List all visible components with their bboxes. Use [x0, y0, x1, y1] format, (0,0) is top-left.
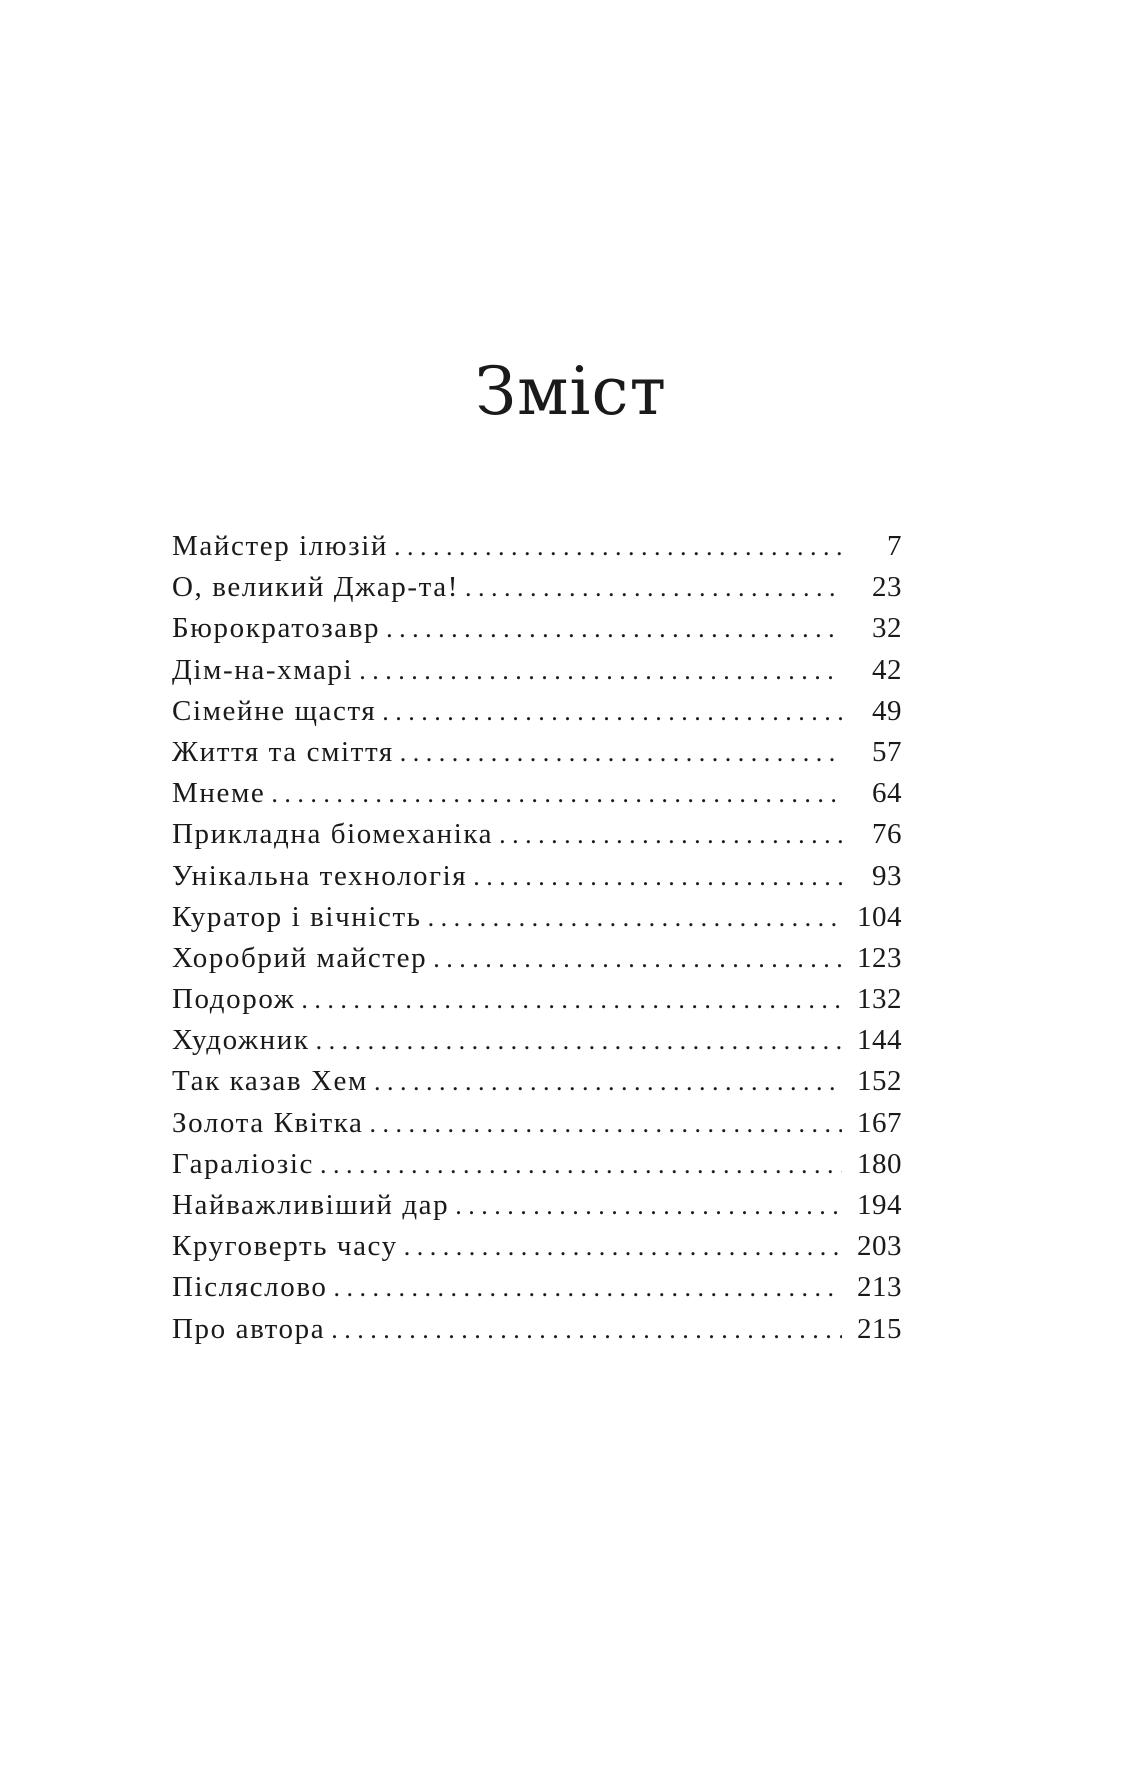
- toc-entry: [172, 1024, 902, 1065]
- toc-entry-title: О, великий Джар-та!: [172, 571, 465, 604]
- toc-entry: [172, 860, 902, 901]
- toc-entry: [172, 983, 902, 1024]
- toc-entry-page: 144: [857, 1024, 902, 1057]
- toc-entry-page: 7: [887, 530, 902, 562]
- dot-leader: [473, 862, 842, 892]
- toc-entry: [172, 1189, 902, 1230]
- toc-entry-page: 49: [872, 694, 902, 727]
- toc-entry-title: Найважливіший дар: [172, 1189, 455, 1222]
- toc-entry-page: 23: [872, 571, 902, 604]
- toc-entry: [172, 530, 902, 571]
- toc-entry-title: Унікальна технологія: [172, 860, 473, 893]
- toc-entry-title: Сімейне щастя: [172, 695, 382, 728]
- toc-entry-page: 93: [872, 859, 902, 892]
- toc-entry-title: Життя та сміття: [172, 736, 400, 769]
- toc-entry-title: Так казав Хем: [172, 1065, 374, 1098]
- dot-leader: [320, 1150, 842, 1180]
- toc-entry: [172, 695, 902, 736]
- dot-leader: [316, 1026, 842, 1056]
- toc-entry-page: 104: [857, 900, 902, 933]
- toc-entry-page: 213: [857, 1271, 902, 1304]
- toc-entry: [172, 612, 902, 653]
- toc-entry-page: 203: [857, 1230, 902, 1263]
- toc-entry-title: Післяслово: [172, 1271, 334, 1304]
- toc-entry-page: 215: [857, 1312, 902, 1345]
- toc-entry: [172, 1271, 902, 1312]
- toc-entry-page: 42: [872, 653, 902, 686]
- toc-entry: [172, 1230, 902, 1271]
- dot-leader: [400, 738, 842, 768]
- toc-entry: [172, 777, 902, 818]
- dot-leader: [404, 1232, 842, 1262]
- toc-entry-page: 194: [857, 1189, 902, 1221]
- toc-entry: [172, 942, 902, 983]
- toc-entry-title: Гараліозіс: [172, 1148, 320, 1181]
- toc-entry-title: Художник: [172, 1024, 316, 1057]
- dot-leader: [374, 1067, 842, 1097]
- toc-entry-title: Подорож: [172, 983, 301, 1016]
- toc-entry: [172, 1313, 902, 1354]
- toc-entry: [172, 1065, 902, 1106]
- toc-entry-title: Бюрократозавр: [172, 612, 386, 645]
- toc-entry-page: 123: [857, 941, 902, 974]
- dot-leader: [465, 573, 842, 603]
- dot-leader: [499, 820, 842, 850]
- toc-entry-page: 152: [857, 1065, 902, 1098]
- toc-entry: [172, 818, 902, 859]
- dot-leader: [301, 985, 842, 1015]
- toc-entry-title: Мнеме: [172, 777, 271, 810]
- dot-leader: [334, 1273, 842, 1303]
- toc-entry-page: 167: [857, 1106, 902, 1139]
- toc-entry: [172, 736, 902, 777]
- toc-entry-title: Прикладна біомеханіка: [172, 818, 499, 851]
- toc-entry-title: Хоробрий майстер: [172, 942, 433, 975]
- table-of-contents: [172, 530, 902, 1354]
- dot-leader: [428, 903, 842, 933]
- toc-entry-title: Про автора: [172, 1313, 331, 1346]
- dot-leader: [359, 656, 842, 686]
- toc-entry-page: 180: [857, 1147, 902, 1180]
- toc-entry: [172, 1107, 902, 1148]
- toc-entry: [172, 654, 902, 695]
- toc-entry-page: 57: [872, 735, 902, 768]
- toc-entry-title: Золота Квітка: [172, 1107, 369, 1140]
- toc-entry-page: 132: [857, 983, 902, 1016]
- toc-entry-title: Майстер ілюзій: [172, 530, 394, 563]
- toc-entry: [172, 571, 902, 612]
- toc-entry-page: 32: [872, 612, 902, 645]
- toc-entry: [172, 901, 902, 942]
- dot-leader: [331, 1315, 842, 1345]
- page-title: Зміст: [474, 353, 668, 431]
- dot-leader: [433, 944, 842, 974]
- dot-leader: [271, 779, 842, 809]
- toc-entry: [172, 1148, 902, 1189]
- dot-leader: [394, 532, 842, 562]
- toc-entry-title: Дім-на-хмарі: [172, 654, 359, 687]
- toc-entry-title: Круговерть часу: [172, 1230, 404, 1263]
- dot-leader: [382, 697, 842, 727]
- toc-entry-page: 76: [872, 818, 902, 851]
- dot-leader: [455, 1191, 842, 1221]
- dot-leader: [386, 614, 842, 644]
- toc-entry-page: 64: [872, 777, 902, 810]
- dot-leader: [369, 1109, 842, 1139]
- toc-entry-title: Куратор і вічність: [172, 901, 428, 934]
